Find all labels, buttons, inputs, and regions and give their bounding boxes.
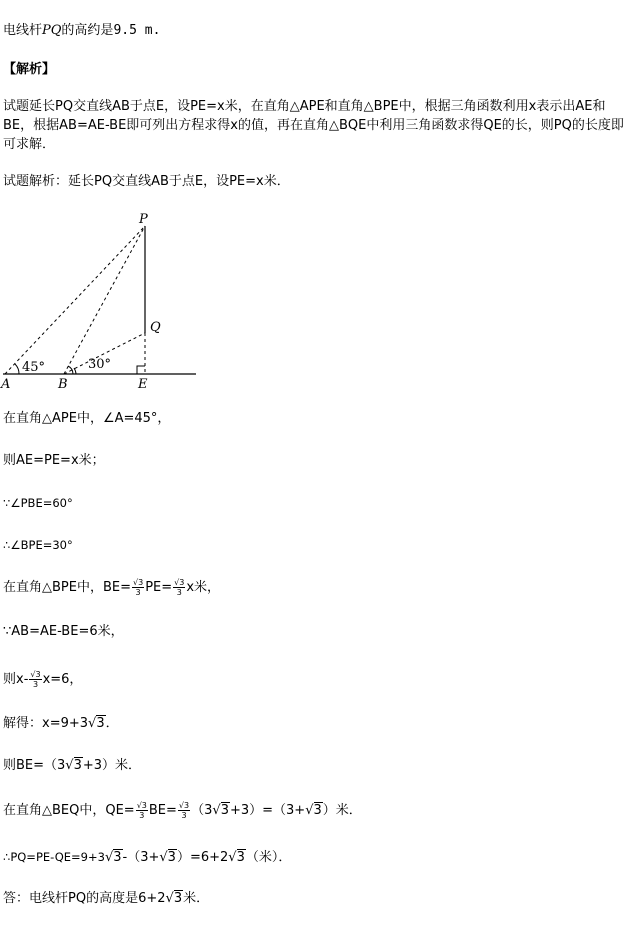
line-ap: [5, 226, 145, 374]
fraction: $\frac{√3}{3}$: [136, 801, 147, 820]
right-angle-mark: [137, 366, 145, 374]
step-2: 则AE=PE=x米；: [3, 453, 105, 468]
answer-prefix: 电线杆: [3, 23, 43, 38]
analysis-heading: 【解析】: [3, 62, 56, 77]
fraction: $\frac{√3}{3}$: [178, 801, 190, 820]
step-11: ∴PQ=PE-QE=9+3√3-（3+√3）=6+2√3（米）．: [3, 850, 292, 865]
angle-a-label: 45°: [22, 360, 46, 375]
fraction: $\frac{√3}{3}$: [133, 578, 144, 597]
solution-intro: 试题解析：延长PQ交直线AB于点E，设PE=x米．: [3, 174, 290, 189]
geometry-figure: [0, 208, 210, 393]
angle-b-label: 30°: [88, 357, 112, 372]
step-7: 则x- $\frac{√3}{3}$ x=6，: [3, 670, 83, 689]
line-bp: [64, 226, 145, 374]
step-8: 解得：x=9+3√3．: [3, 716, 119, 731]
step-10: 在直角△BEQ中，QE= $\frac{√3}{3}$ BE= $\frac{√3}{3}$ （3√3+3）=（3+√3）米．: [3, 801, 362, 820]
label-b: B: [58, 377, 68, 392]
label-a: A: [1, 377, 11, 392]
step-3: ∵∠PBE=60°: [3, 496, 73, 510]
step-9: 则BE=（3√3+3）米．: [3, 758, 142, 773]
angle-b-arc: [74, 368, 76, 374]
fraction: $\frac{√3}{3}$: [174, 578, 185, 597]
step-1: 在直角△APE中，∠A=45°，: [3, 411, 171, 426]
angle-a-arc: [15, 364, 19, 374]
step-4: ∴∠BPE=30°: [3, 538, 73, 552]
step-6: ∵AB=AE-BE=6米，: [3, 624, 124, 639]
answer-mid: 的高约是: [61, 23, 114, 38]
label-q: Q: [150, 320, 161, 335]
question-answer-line: [3, 22, 160, 40]
label-e: E: [138, 377, 148, 392]
label-p: P: [139, 212, 148, 227]
angle-b-arc-inner: [68, 366, 73, 374]
final-answer: 答：电线杆PQ的高度是6+2√3米．: [3, 891, 210, 906]
fraction: $\frac{√3}{3}$: [30, 670, 41, 689]
answer-value: 9.5 m.: [113, 23, 161, 38]
step-5: 在直角△BPE中，BE= $\frac{√3}{3}$ PE= $\frac{√3}{3}$ x米，: [3, 578, 221, 597]
analysis-body: 试题延长PQ交直线AB于点E，设PE=x米，在直角△APE和直角△BPE中，根据三角函数利用x表示出AE和BE，根据AB=AE-BE即可列出方程求得x的值，再在直角△BQE中利用三角函数求得QE的长，则PQ的长度即可求解．: [3, 99, 624, 152]
pq-symbol: PQ: [42, 23, 62, 38]
